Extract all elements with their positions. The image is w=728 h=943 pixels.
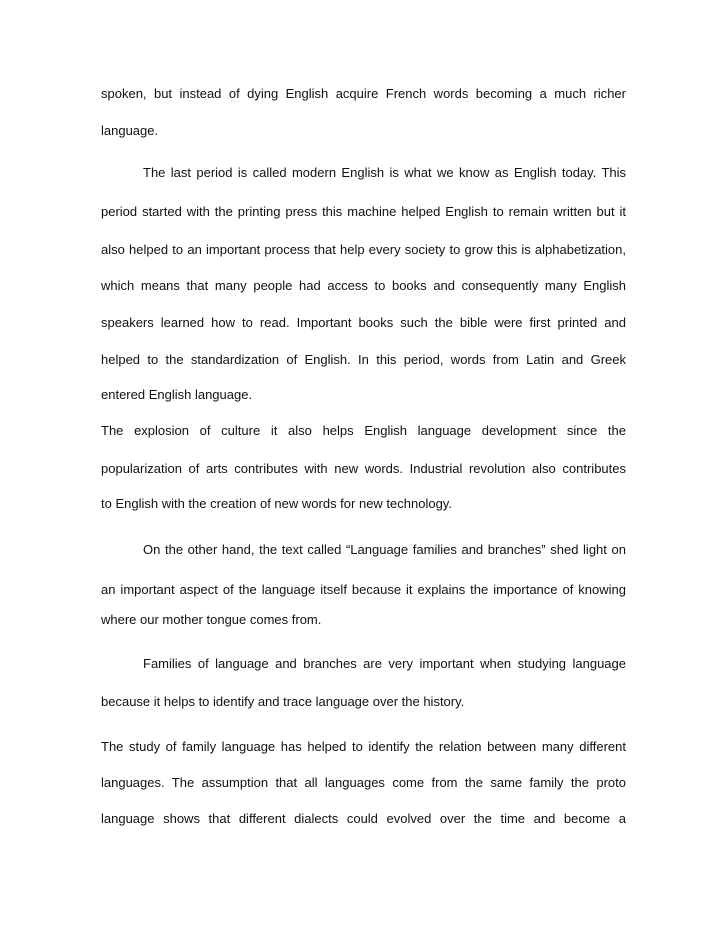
- text-line: entered English language.: [101, 387, 253, 402]
- text-line: The study of family language has helped to identify the relation between many different: [101, 739, 626, 754]
- text-line: to English with the creation of new words for new technology.: [101, 496, 452, 511]
- text-line: which means that many people had access to books and consequently many English: [101, 278, 626, 293]
- text-line: The explosion of culture it also helps English language development since the: [101, 423, 626, 438]
- text-line: an important aspect of the language itself because it explains the importance of knowing: [101, 582, 626, 597]
- text-line: popularization of arts contributes with new words. Industrial revolution also contributes: [101, 461, 626, 476]
- text-line: The last period is called modern English is what we know as English today. This: [143, 165, 626, 180]
- text-line: language shows that different dialects could evolved over the time and become a: [101, 811, 626, 826]
- text-line: because it helps to identify and trace language over the history.: [101, 694, 465, 709]
- text-line: speakers learned how to read. Important books such the bible were first printed and: [101, 315, 626, 330]
- text-line: Families of language and branches are very important when studying language: [143, 656, 626, 671]
- text-line: also helped to an important process that help every society to grow this is alphabetization,: [101, 242, 626, 257]
- text-line: period started with the printing press this machine helped English to remain written but it: [101, 204, 626, 219]
- text-line: where our mother tongue comes from.: [101, 612, 322, 627]
- text-line: languages. The assumption that all languages come from the same family the proto: [101, 775, 626, 790]
- text-line: language.: [101, 123, 159, 138]
- text-line: On the other hand, the text called “Language families and branches” shed light on: [143, 542, 626, 557]
- text-line: helped to the standardization of English. In this period, words from Latin and Greek: [101, 352, 626, 367]
- text-line: spoken, but instead of dying English acquire French words becoming a much richer: [101, 86, 626, 101]
